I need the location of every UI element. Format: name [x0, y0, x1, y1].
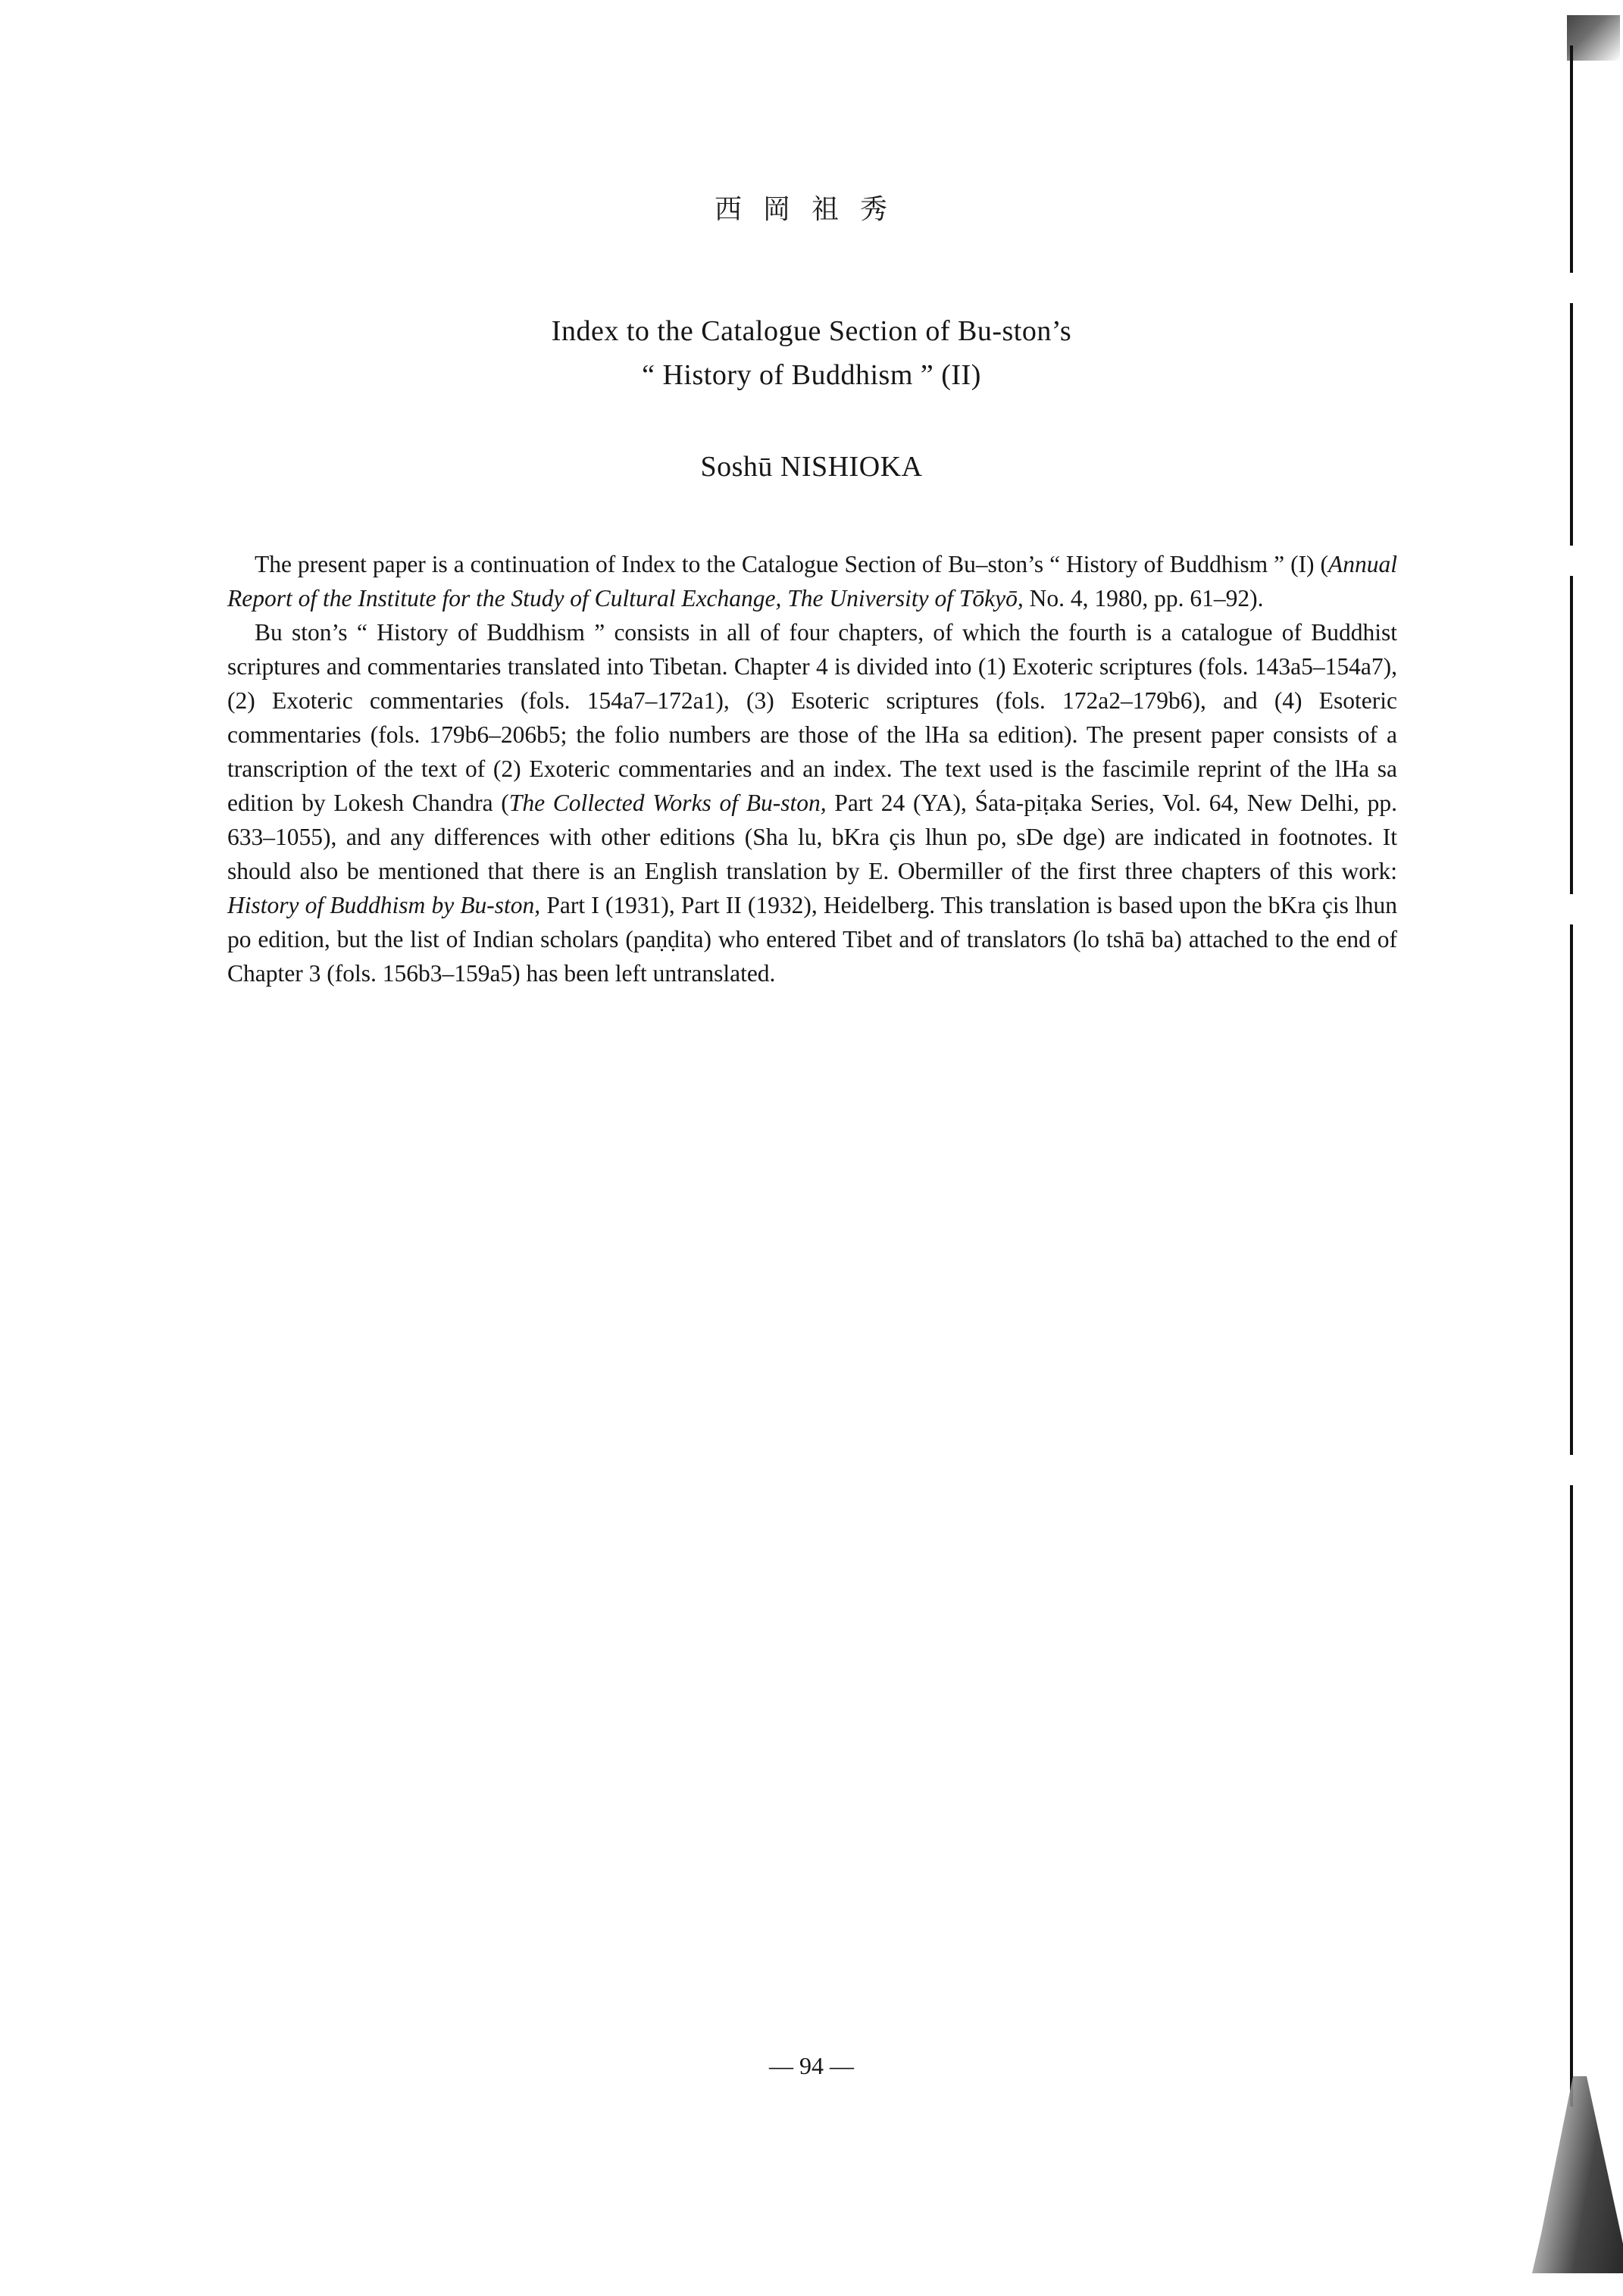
paragraph-1: [227, 547, 1397, 615]
paragraph-2-italic-1: The Collected Works of Bu-ston,: [508, 790, 827, 816]
paragraph-2-italic-2: History of Buddhism by Bu-ston,: [227, 892, 541, 918]
paragraph-2: [227, 615, 1397, 990]
page-number: — 94 —: [769, 2052, 854, 2079]
scan-edge-line: [1570, 45, 1573, 273]
scan-edge-bottom-shadow: [1532, 2076, 1623, 2273]
scan-edge-top-shadow: [1567, 15, 1620, 61]
scan-edge-line: [1570, 303, 1573, 546]
paper-title: [0, 309, 1623, 397]
paragraph-1-text-2: No. 4, 1980, pp. 61–92).: [1023, 585, 1264, 612]
body-text: [227, 547, 1397, 990]
scan-edge-artifact: [1509, 15, 1623, 2273]
paragraph-2-text-1: Bu ston’s “ History of Buddhism ” consists in all of four chapters, of which the fourth is a catalogue of Buddhist scriptures and commentaries translated into Tibetan. Chapter 4 is divided into (1) Exoteric scriptures (fols. 143a5–154a7), (2) Exoteric commentaries (fols. 154a7–172a1), (3) Esoteric scriptures (fols. 172a2–179b6), and (4) Esoteric commentaries (fols. 179b6–206b5; the folio numbers are those of the lHa sa edition). The present paper consists of a transcription of the text of (2) Exoteric commentaries and an index. The text used is the fascimile reprint of the lHa sa edition by Lokesh Chandra (: [227, 619, 1397, 816]
scan-edge-line: [1570, 1485, 1573, 2107]
scan-edge-line: [1570, 924, 1573, 1455]
author-name: Soshū NISHIOKA: [700, 451, 923, 483]
japanese-author-name: 西岡祖秀: [714, 194, 908, 225]
title-line-1: Index to the Catalogue Section of Bu-ston’s: [551, 315, 1072, 347]
paragraph-2-text-3: Part I (1931), Part II (1932), Heidelberg. This translation is based upon the bKra çis lhun po edition, but the list of Indian scholars (paṇḍita) who entered Tibet and of translators (lo tshā ba) attached to the end of Chapter 3 (fols. 156b3–159a5) has been left untranslated.: [227, 892, 1397, 987]
title-line-2: “ History of Buddhism ” (II): [642, 359, 981, 391]
scan-edge-line: [1570, 576, 1573, 894]
paragraph-2-text-2: Part 24 (YA), Śata-piṭaka Series, Vol. 64, New Delhi, pp. 633–1055), and any differences with other editions (Sha lu, bKra çis lhun po, sDe dge) are indicated in footnotes. It should also be mentioned that there is an English translation by E. Obermiller of the first three chapters of this work:: [227, 790, 1397, 884]
paragraph-1-italic-1: Annual Report of the Institute for the Study of Cultural Exchange, The University of Tōkyō,: [227, 551, 1397, 612]
paragraph-1-text-1: The present paper is a continuation of Index to the Catalogue Section of Bu–ston’s “ History of Buddhism ” (I) (: [255, 551, 1328, 577]
